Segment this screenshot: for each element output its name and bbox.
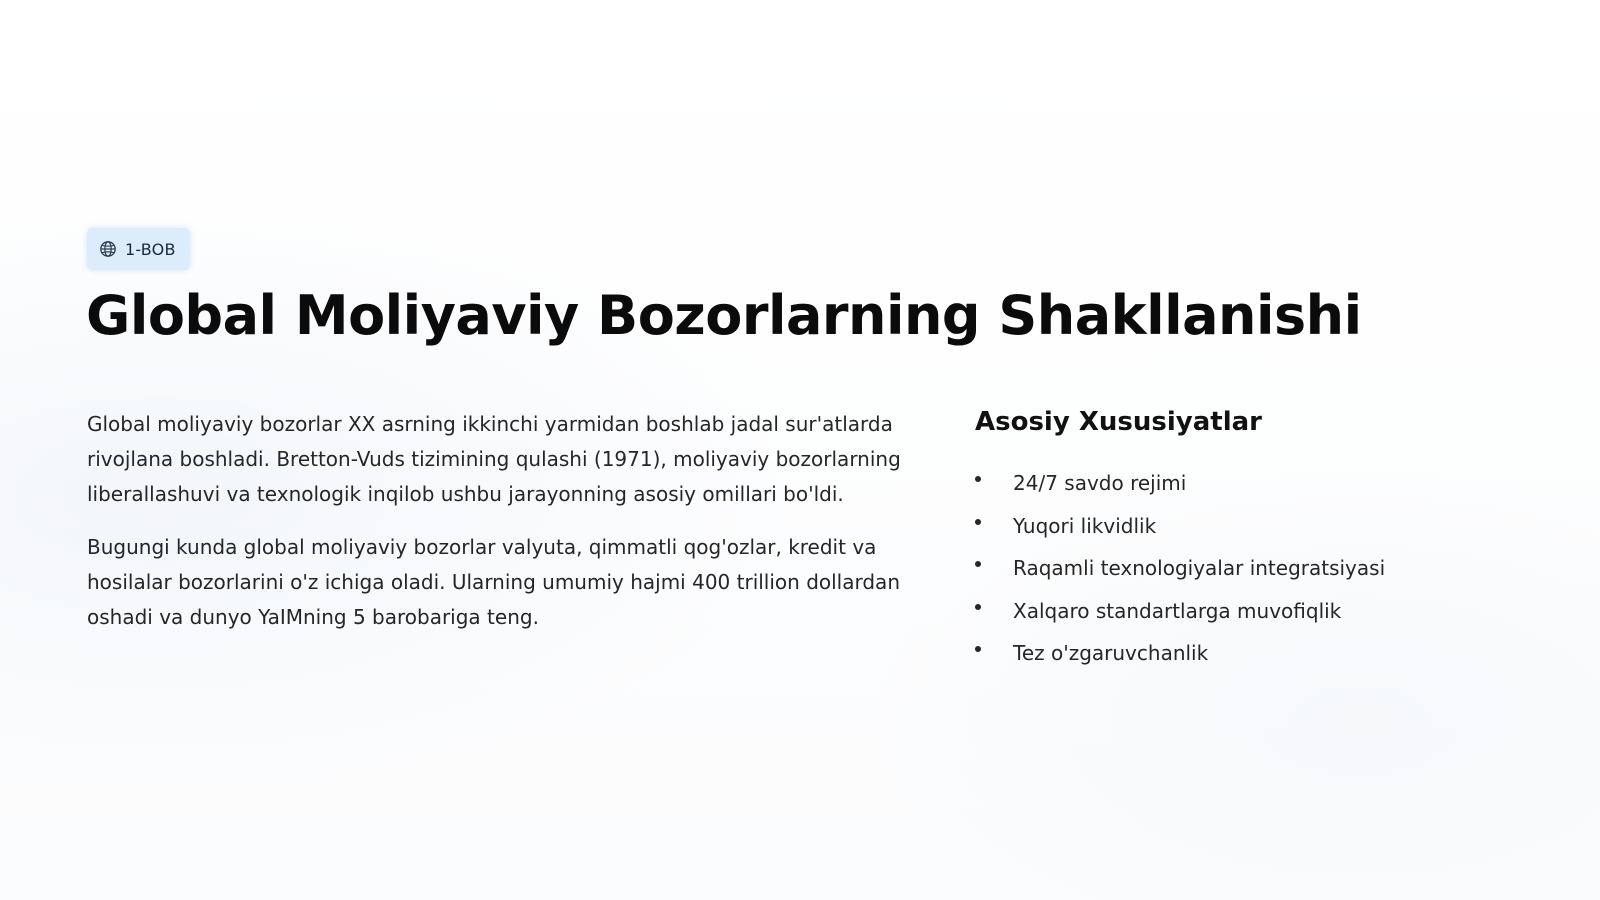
paragraph: Bugungi kunda global moliyaviy bozorlar valyuta, qimmatli qog'ozlar, kredit va hosilalar bozorlarini o'z ichiga oladi. Ularning umumiy hajmi 400 trillion dollardan oshadi va dunyo YaIMning 5 barobariga teng. (87, 535, 900, 629)
globe-icon (99, 240, 117, 258)
list-item (975, 505, 1535, 548)
feature-label: Raqamli texnologiyalar integratsiyasi (1013, 556, 1386, 580)
feature-label: 24/7 savdo rejimi (1013, 471, 1187, 495)
bullet-icon (975, 646, 981, 652)
feature-label: Tez o'zgaruvchanlik (1013, 641, 1209, 665)
list-item (975, 632, 1535, 675)
feature-list (975, 462, 1535, 675)
intro-text (87, 407, 917, 653)
feature-label: Yuqori likvidlik (1013, 513, 1157, 538)
list-item (975, 547, 1535, 590)
bullet-icon (975, 561, 981, 567)
list-item (975, 462, 1535, 505)
features-heading: Asosiy Xususiyatlar (975, 407, 1262, 437)
page-title: Global Moliyaviy Bozorlarning Shakllanishi (86, 284, 1362, 347)
bullet-icon (975, 519, 981, 525)
bullet-icon (975, 604, 981, 610)
paragraph: Global moliyaviy bozorlar XX asrning ikkinchi yarmidan boshlab jadal sur'atlarda rivojlana boshladi. Bretton-Vuds tizimining qulashi (1971), moliyaviy bozorlarning liberallashuvi va texnologik inqilob ushbu jarayonning asosiy omillari bo'ldi. (87, 412, 901, 506)
list-item (975, 590, 1535, 633)
features-panel (975, 404, 1535, 675)
chapter-label: 1-BOB (125, 239, 176, 259)
bullet-icon (975, 476, 981, 482)
chapter-badge (87, 228, 190, 270)
feature-label: Xalqaro standartlarga muvofiqlik (1013, 598, 1342, 623)
